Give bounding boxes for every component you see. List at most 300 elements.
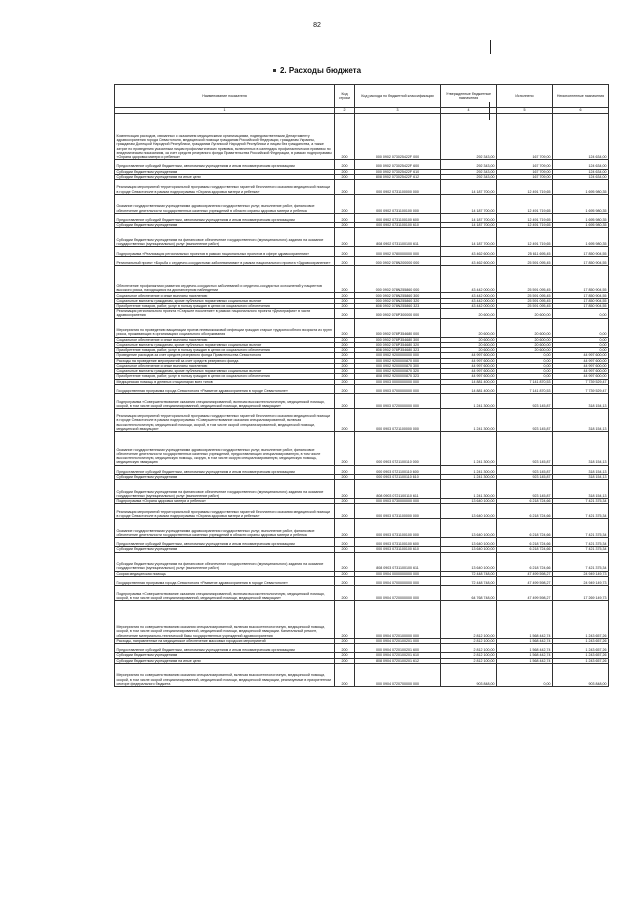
row-line-code: 200 [335, 379, 355, 384]
row-line-code: 200 [335, 499, 355, 504]
row-class-code: 000 0903 0721100110 000 [355, 432, 441, 466]
row-name: Оказание государственными учреждениями здравоохранения государственных услуг, выполнение работ, финансовое обеспечение деятельности государственных казенных учреждений в области охраны здоровья матери и ребенка [115, 519, 335, 538]
row-approved: 2 812 100,00 [441, 658, 497, 663]
row-name: Компенсация расходов, связанных с оказанием медицинскими организациями, подведомственными Департаменту здравоохранения города Севастополя, медицинской помощи гражданам Российской Федерации, гражданам Украины, гражданам Донецкой Народной Республики, гражданам Луганской Народной Республики и лицам без гражданства, а также затрат по проведению указанным лицам профилактических прививок, включенных в календарь профилактических прививок по эпидемическим показаниям, за счет средств резервного фонда Правительства Российской Федерации, в рамках подпрограммы «Охрана здоровья матери и ребенка» [115, 114, 335, 160]
row-approved: 44 997 600,00 [441, 374, 497, 379]
table-row [115, 384, 609, 393]
row-unexecuted: 17 850 904,55 [553, 293, 609, 298]
row-unexecuted: 7 421 375,34 [553, 552, 609, 571]
row-approved: 43 442 000,00 [441, 298, 497, 303]
row-line-code: 200 [335, 480, 355, 499]
row-executed: 6 218 724,66 [497, 547, 553, 552]
row-approved: 72 448 748,00 [441, 576, 497, 585]
row-approved: 292 343,00 [441, 169, 497, 174]
row-unexecuted: 1 243 657,26 [553, 653, 609, 658]
row-class-code: 000 0903 0731100100 610 [355, 547, 441, 552]
row-name: Социальные выплаты гражданам, кроме публичных нормативных социальных выплат [115, 342, 335, 347]
section-title-text: 2. Расходы бюджета [279, 66, 362, 75]
row-line-code: 200 [335, 547, 355, 552]
row-approved: 13 640 100,00 [441, 499, 497, 504]
row-name: Социальные выплаты гражданам, кроме публичных нормативных социальных выплат [115, 298, 335, 303]
row-executed: 6 218 724,66 [497, 552, 553, 571]
row-approved: 43 442 000,00 [441, 293, 497, 298]
row-executed: 12 491 719,65 [497, 194, 553, 213]
row-class-code: 000 0902 9200000870 300 [355, 363, 441, 368]
row-name: Мероприятия по проведению вакцинации против пневмококковой инфекции граждан старше трудоспособного возраста из групп риска, проживающих в организациях социального обслуживания [115, 318, 335, 337]
table-row [115, 266, 609, 293]
table-row [115, 318, 609, 337]
row-line-code: 200 [335, 644, 355, 653]
row-executed: 47 499 598,27 [497, 586, 553, 601]
col-number: 3 [355, 108, 441, 114]
row-executed: 0,00 [497, 369, 553, 374]
row-executed: 25 591 095,45 [497, 303, 553, 308]
col-header-name: Наименование показателя [115, 85, 335, 108]
row-unexecuted: 24 949 149,73 [553, 576, 609, 585]
row-class-code: 000 0902 078P354680 300 [355, 337, 441, 342]
row-line-code: 200 [335, 353, 355, 358]
row-approved: 44 997 600,00 [441, 358, 497, 363]
row-approved: 13 640 100,00 [441, 538, 497, 547]
table-body [115, 114, 609, 687]
row-line-code: 200 [335, 318, 355, 337]
row-approved: 14 187 700,00 [441, 228, 497, 247]
row-unexecuted: 1 695 980,35 [553, 213, 609, 222]
row-name: Субсидии бюджетным учреждениям на финансовое обеспечение государственного (муниципального) задания на оказание государственных (муниципальных) услуг (выполнение работ) [115, 228, 335, 247]
row-unexecuted: 1 243 657,26 [553, 658, 609, 663]
row-name: Расходы, направленные на медицинское обеспечение массовых городских мероприятий [115, 638, 335, 643]
row-unexecuted: 318 154,13 [553, 432, 609, 466]
row-class-code: 000 0902 078N255860 000 [355, 266, 441, 293]
row-executed: 1 568 442,74 [497, 653, 553, 658]
row-executed: 25 591 095,45 [497, 266, 553, 293]
row-line-code: 200 [335, 309, 355, 318]
row-executed: 923 145,87 [497, 432, 553, 466]
row-line-code: 200 [335, 256, 355, 265]
row-name: Приобретение товаров, работ, услуг в пользу граждан в целях их социального обеспечения [115, 348, 335, 353]
row-name: Предоставление субсидий бюджетным, автономным учреждениям и иным некоммерческим организациям [115, 160, 335, 169]
row-line-code: 200 [335, 266, 355, 293]
row-name: Предоставление субсидий бюджетным, автономным учреждениям и иным некоммерческим организациям [115, 538, 335, 547]
row-class-code: 000 0903 0700000000 000 [355, 384, 441, 393]
row-name: Оказание государственными учреждениями здравоохранения государственных услуг, выполнение работ, финансовое обеспечение деятельности государственных казенных учреждений, предоставляющих специализированную, в том числе высокотехнологичную, медицинскую помощь, скорую, в том числе скорую специализированную, медицинскую помощь, медицинскую эвакуацию [115, 432, 335, 466]
row-name: Региональный проект «Борьба с сердечно-сосудистыми заболеваниями» в рамках национального проекта «Здравоохранение» [115, 256, 335, 265]
row-name: Субсидии бюджетным учреждениям на иные цели [115, 174, 335, 179]
row-executed: 20 600,00 [497, 318, 553, 337]
row-line-code: 200 [335, 571, 355, 576]
row-executed: 12 491 719,65 [497, 180, 553, 195]
budget-expenses-table [114, 84, 609, 687]
col-header-unexecuted: Неисполненные назначения [553, 85, 609, 108]
row-executed: 0,00 [497, 358, 553, 363]
row-unexecuted: 7 421 375,34 [553, 547, 609, 552]
row-executed: 6 218 724,66 [497, 519, 553, 538]
row-unexecuted: 124 634,00 [553, 174, 609, 179]
row-unexecuted: 44 997 600,00 [553, 353, 609, 358]
row-class-code: 000 0902 0731100000 000 [355, 180, 441, 195]
row-unexecuted: 17 850 904,55 [553, 298, 609, 303]
row-line-code: 200 [335, 114, 355, 160]
col-header-class-code: Код расхода по бюджетной классификации [355, 85, 441, 108]
table-row [115, 247, 609, 256]
row-name: Субсидии бюджетным учреждениям на иные цели [115, 658, 335, 663]
row-approved: 2 812 100,00 [441, 600, 497, 638]
row-unexecuted: 7 739 529,47 [553, 384, 609, 393]
row-unexecuted: 44 997 600,00 [553, 358, 609, 363]
row-approved: 14 187 700,00 [441, 213, 497, 222]
row-unexecuted: 17 850 904,55 [553, 303, 609, 308]
row-approved: 64 768 748,00 [441, 586, 497, 601]
col-number: 6 [553, 108, 609, 114]
row-class-code: 000 0902 9200000870 320 [355, 369, 441, 374]
row-class-code: 000 0903 0721100110 610 [355, 475, 441, 480]
row-line-code: 200 [335, 223, 355, 228]
table-row [115, 600, 609, 638]
row-approved: 1 241 300,00 [441, 465, 497, 474]
row-unexecuted: 318 154,13 [553, 408, 609, 431]
row-unexecuted: 1 695 980,35 [553, 223, 609, 228]
row-unexecuted: 0,00 [553, 348, 609, 353]
table-row [115, 586, 609, 601]
row-line-code: 200 [335, 432, 355, 466]
col-header-approved: Утвержденные бюджетные назначения [441, 85, 497, 108]
row-executed: 6 218 724,66 [497, 538, 553, 547]
row-unexecuted: 124 634,00 [553, 169, 609, 174]
row-unexecuted: 0,00 [553, 309, 609, 318]
col-number: 1 [115, 108, 335, 114]
row-class-code: 000 0902 0731100100 000 [355, 194, 441, 213]
row-unexecuted: 7 421 375,34 [553, 519, 609, 538]
row-approved: 72 448 748,00 [441, 571, 497, 576]
row-name: Оказание государственными учреждениями здравоохранения государственных услуг, выполнение работ, финансовое обеспечение деятельности государственных казенных учреждений в области охраны здоровья матери и ребенка [115, 194, 335, 213]
row-class-code: 808 0902 078P354680 323 [355, 348, 441, 353]
row-approved: 2 812 100,00 [441, 644, 497, 653]
row-unexecuted: 0,00 [553, 337, 609, 342]
row-unexecuted: 1 695 980,35 [553, 228, 609, 247]
table-row [115, 160, 609, 169]
row-name: Реализация мероприятий территориальной программы государственных гарантий бесплатного оказания медицинской помощи в городе Севастополе в рамках подпрограммы «Охрана здоровья матери и ребенка» [115, 504, 335, 519]
row-unexecuted: 17 850 904,55 [553, 266, 609, 293]
row-name: Предоставление субсидий бюджетным, автономным учреждениям и иным некоммерческим организациям [115, 213, 335, 222]
row-approved: 13 640 100,00 [441, 504, 497, 519]
row-line-code: 200 [335, 504, 355, 519]
row-executed: 1 568 442,74 [497, 600, 553, 638]
table-row [115, 504, 609, 519]
row-unexecuted: 124 634,00 [553, 160, 609, 169]
row-approved: 292 343,00 [441, 160, 497, 169]
row-line-code: 200 [335, 394, 355, 409]
row-unexecuted: 17 850 904,55 [553, 256, 609, 265]
row-approved: 43 442 000,00 [441, 303, 497, 308]
table-row [115, 465, 609, 474]
row-approved: 14 881 400,00 [441, 384, 497, 393]
row-executed: 923 145,87 [497, 408, 553, 431]
row-class-code: 000 0902 073025422F 000 [355, 114, 441, 160]
row-approved: 903 848,00 [441, 663, 497, 686]
row-approved: 43 462 600,00 [441, 256, 497, 265]
row-line-code: 200 [335, 552, 355, 571]
row-name: Предоставление субсидий бюджетным, автономным учреждениям и иным некоммерческим организациям [115, 465, 335, 474]
row-name: Субсидии бюджетным учреждениям [115, 223, 335, 228]
row-line-code: 200 [335, 638, 355, 643]
row-class-code: 808 0902 0731100100 611 [355, 228, 441, 247]
row-unexecuted: 7 421 375,34 [553, 499, 609, 504]
row-line-code: 200 [335, 374, 355, 379]
row-class-code: 000 0902 078N255860 320 [355, 298, 441, 303]
table-row [115, 552, 609, 571]
row-name: Проведение расходов за счет средств резервного фонда Правительства Севастополя [115, 353, 335, 358]
row-approved: 13 640 100,00 [441, 547, 497, 552]
row-line-code: 200 [335, 213, 355, 222]
row-class-code: 000 0902 9200000000 000 [355, 353, 441, 358]
row-class-code: 000 0902 073025422F 600 [355, 160, 441, 169]
row-executed: 20 600,00 [497, 309, 553, 318]
row-executed: 167 709,00 [497, 160, 553, 169]
table-row [115, 519, 609, 538]
row-approved: 43 442 000,00 [441, 266, 497, 293]
row-class-code: 000 0902 9200000870 000 [355, 358, 441, 363]
row-class-code: 000 0903 0721100110 600 [355, 465, 441, 474]
row-class-code: 000 0904 0700000000 000 [355, 576, 441, 585]
row-executed: 167 709,00 [497, 114, 553, 160]
row-unexecuted: 0,00 [553, 342, 609, 347]
row-class-code: 000 0903 0720000000 000 [355, 394, 441, 409]
table-row [115, 180, 609, 195]
row-executed: 1 568 442,74 [497, 658, 553, 663]
table-row [115, 394, 609, 409]
row-class-code: 000 0902 0731100100 610 [355, 223, 441, 228]
row-unexecuted: 17 850 904,55 [553, 247, 609, 256]
row-approved: 13 640 100,00 [441, 552, 497, 571]
row-executed: 20 600,00 [497, 348, 553, 353]
col-header-line-code: Код строки [335, 85, 355, 108]
bullet-mark [273, 69, 276, 72]
row-name: Мероприятия по совершенствованию оказания специализированной, включая высокотехнологичную, медицинской помощи, скорой, в том числе скорой специализированной, медицинской помощи, медицинской эвакуации, реализуемые в приоритетном секторе федерального бюджета [115, 663, 335, 686]
row-line-code: 200 [335, 337, 355, 342]
row-executed: 0,00 [497, 374, 553, 379]
row-class-code: 808 0903 0721100110 611 [355, 480, 441, 499]
table-row [115, 309, 609, 318]
row-approved: 1 241 300,00 [441, 475, 497, 480]
row-name: Социальное обеспечение и иные выплаты населению [115, 293, 335, 298]
row-class-code: 000 0902 078N255860 300 [355, 293, 441, 298]
table-row [115, 576, 609, 585]
row-name: Субсидии бюджетным учреждениям [115, 169, 335, 174]
page-number: 82 [313, 22, 321, 29]
row-name: Социальное обеспечение и иные выплаты населению [115, 337, 335, 342]
row-class-code: 000 0904 0720700000 000 [355, 663, 441, 686]
row-unexecuted: 44 997 600,00 [553, 363, 609, 368]
row-name: Реализация мероприятий территориальной программы государственных гарантий бесплатного оказания медицинской помощи в городе Севастополе в рамках подпрограммы «Совершенствование оказания специализированной, включая высокотехнологичную, медицинской помощи, скорой, в том числе скорой специализированной, медицинской помощи, медицинской эвакуации» [115, 408, 335, 431]
row-class-code: 808 0903 0731100100 611 [355, 552, 441, 571]
row-approved: 14 881 400,00 [441, 379, 497, 384]
col-header-executed: Исполнено [497, 85, 553, 108]
row-line-code: 200 [335, 519, 355, 538]
row-executed: 7 141 870,53 [497, 384, 553, 393]
row-line-code: 200 [335, 658, 355, 663]
row-approved: 2 812 100,00 [441, 638, 497, 643]
row-name: Социальное обеспечение и иные выплаты населению [115, 363, 335, 368]
row-line-code: 200 [335, 358, 355, 363]
row-name: Подпрограмма «Совершенствование оказания специализированной, включая высокотехнологичную, медицинской помощи, скорой, в том числе скорой специализированной, медицинской помощи, медицинской эвакуации» [115, 586, 335, 601]
row-unexecuted: 44 997 600,00 [553, 369, 609, 374]
row-approved: 1 241 300,00 [441, 480, 497, 499]
row-class-code: 000 0902 0731100100 600 [355, 213, 441, 222]
row-executed: 47 499 598,27 [497, 571, 553, 576]
row-name: Подпрограмма «Охрана здоровья матери и ребенка» [115, 499, 335, 504]
row-name: Социальные выплаты гражданам, кроме публичных нормативных социальных выплат [115, 369, 335, 374]
table-row [115, 538, 609, 547]
row-line-code: 200 [335, 160, 355, 169]
row-line-code: 200 [335, 303, 355, 308]
row-line-code: 200 [335, 180, 355, 195]
table-row [115, 228, 609, 247]
row-class-code: 000 0904 0720100201 610 [355, 653, 441, 658]
row-approved: 43 462 600,00 [441, 247, 497, 256]
row-approved: 2 812 100,00 [441, 653, 497, 658]
row-approved: 292 343,00 [441, 114, 497, 160]
row-class-code: 000 0903 0000000000 000 [355, 379, 441, 384]
row-line-code: 200 [335, 576, 355, 585]
table-row [115, 480, 609, 499]
row-executed: 47 499 598,27 [497, 576, 553, 585]
row-name: Реализация регионального проекта «Старшее поколение» в рамках национального проекта «Демография» в части здравоохранения [115, 309, 335, 318]
row-class-code: 808 0902 073025422F 612 [355, 174, 441, 179]
row-approved: 14 187 700,00 [441, 180, 497, 195]
table-row [115, 114, 609, 160]
row-line-code: 200 [335, 586, 355, 601]
row-executed: 923 145,87 [497, 480, 553, 499]
row-class-code: 000 0903 0731100100 600 [355, 538, 441, 547]
row-executed: 25 611 695,45 [497, 247, 553, 256]
row-line-code: 200 [335, 653, 355, 658]
row-class-code: 000 0904 0720100000 000 [355, 600, 441, 638]
row-unexecuted: 318 154,13 [553, 480, 609, 499]
row-line-code: 200 [335, 663, 355, 686]
row-line-code: 200 [335, 228, 355, 247]
row-executed: 25 591 095,45 [497, 298, 553, 303]
row-class-code: 808 0902 078N255860 323 [355, 303, 441, 308]
row-line-code: 200 [335, 408, 355, 431]
row-unexecuted: 17 269 149,73 [553, 586, 609, 601]
row-executed: 12 491 719,65 [497, 213, 553, 222]
row-unexecuted: 1 243 657,26 [553, 644, 609, 653]
row-executed: 25 591 095,45 [497, 256, 553, 265]
row-approved: 44 997 600,00 [441, 363, 497, 368]
row-name: Приобретение товаров, работ, услуг в пользу граждан в целях их социального обеспечения [115, 303, 335, 308]
col-number: 2 [335, 108, 355, 114]
row-line-code: 200 [335, 174, 355, 179]
row-executed: 0,00 [497, 353, 553, 358]
row-class-code: 000 0902 0780000000 000 [355, 247, 441, 256]
row-name: Государственная программа города Севастополя «Развитие здравоохранения в городе Севастополе» [115, 384, 335, 393]
row-class-code: 808 0902 9200000870 323 [355, 374, 441, 379]
row-approved: 20 600,00 [441, 337, 497, 342]
row-line-code: 200 [335, 475, 355, 480]
row-approved: 13 640 100,00 [441, 519, 497, 538]
row-approved: 44 997 600,00 [441, 353, 497, 358]
row-name: Субсидии бюджетным учреждениям [115, 547, 335, 552]
section-title [0, 66, 634, 75]
row-executed: 1 568 442,74 [497, 644, 553, 653]
row-line-code: 200 [335, 247, 355, 256]
table-row [115, 408, 609, 431]
row-executed: 12 491 719,65 [497, 228, 553, 247]
row-unexecuted: 44 997 600,00 [553, 374, 609, 379]
row-class-code: 000 0904 0720000000 000 [355, 586, 441, 601]
row-name: Предоставление субсидий бюджетным, автономным учреждениям и иным некоммерческим организациям [115, 644, 335, 653]
row-executed: 167 709,00 [497, 174, 553, 179]
row-executed: 0,00 [497, 663, 553, 686]
row-executed: 20 600,00 [497, 337, 553, 342]
row-class-code: 000 0902 078N200000 000 [355, 256, 441, 265]
table-row [115, 432, 609, 466]
row-line-code: 200 [335, 600, 355, 638]
row-name: Мероприятия по совершенствованию оказания специализированной, включая высокотехнологичную, медицинской помощи, скорой, в том числе скорой специализированной, медицинской помощи, медицинской эвакуации. Капитальный ремонт, обеспечение материально-технической базы государственных учреждений здравоохранения [115, 600, 335, 638]
row-unexecuted: 7 421 375,34 [553, 504, 609, 519]
row-unexecuted: 1 243 657,26 [553, 600, 609, 638]
row-name: Субсидии бюджетным учреждениям [115, 475, 335, 480]
row-name: Реализация мероприятий территориальной программы государственных гарантий бесплатного оказания медицинской помощи в городе Севастополе в рамках подпрограммы «Охрана здоровья матери и ребенка» [115, 180, 335, 195]
row-unexecuted: 318 154,13 [553, 394, 609, 409]
row-executed: 6 218 724,66 [497, 499, 553, 504]
table-row [115, 213, 609, 222]
row-class-code: 000 0902 078P354680 320 [355, 342, 441, 347]
row-line-code: 200 [335, 194, 355, 213]
row-approved: 44 997 600,00 [441, 369, 497, 374]
row-class-code: 000 0904 0720100201 000 [355, 638, 441, 643]
table-row [115, 256, 609, 265]
row-executed: 20 600,00 [497, 342, 553, 347]
row-name: Медицинская помощь в дневных стационарах всех типов [115, 379, 335, 384]
table-row [115, 663, 609, 686]
row-class-code: 000 0904 0000000000 000 [355, 571, 441, 576]
row-class-code: 000 0902 078P354680 000 [355, 318, 441, 337]
row-class-code: 000 0902 073025422F 610 [355, 169, 441, 174]
row-line-code: 200 [335, 342, 355, 347]
row-name: Обеспечение профилактики развития сердечно-сосудистых заболеваний и сердечно-сосудистых осложнений у пациентов высокого риска, находящихся на диспансерном наблюдении [115, 266, 335, 293]
row-approved: 14 187 700,00 [441, 223, 497, 228]
row-name: Субсидии бюджетным учреждениям [115, 653, 335, 658]
row-line-code: 200 [335, 293, 355, 298]
row-line-code: 200 [335, 369, 355, 374]
row-unexecuted: 1 695 980,35 [553, 180, 609, 195]
row-executed: 7 141 870,53 [497, 379, 553, 384]
row-approved: 20 600,00 [441, 309, 497, 318]
row-executed: 923 145,87 [497, 475, 553, 480]
row-name: Субсидии бюджетным учреждениям на финансовое обеспечение государственного (муниципального) задания на оказание государственных (муниципальных) услуг (выполнение работ) [115, 552, 335, 571]
row-class-code: 000 0903 0731100100 000 [355, 519, 441, 538]
row-executed: 923 145,87 [497, 465, 553, 474]
row-executed: 1 568 442,74 [497, 638, 553, 643]
row-name: Подпрограмма «Совершенствование оказания специализированной, включая высокотехнологичную, медицинской помощи, скорой, в том числе скорой специализированной, медицинской помощи, медицинской эвакуации» [115, 394, 335, 409]
row-approved: 1 241 300,00 [441, 408, 497, 431]
row-approved: 292 343,00 [441, 174, 497, 179]
row-approved: 1 241 300,00 [441, 394, 497, 409]
row-line-code: 200 [335, 538, 355, 547]
row-unexecuted: 1 695 980,35 [553, 194, 609, 213]
row-unexecuted: 0,00 [553, 318, 609, 337]
row-unexecuted: 7 421 375,34 [553, 538, 609, 547]
row-approved: 20 600,00 [441, 348, 497, 353]
row-approved: 14 187 700,00 [441, 194, 497, 213]
row-unexecuted: 903 848,00 [553, 663, 609, 686]
row-class-code: 000 0902 078P300000 000 [355, 309, 441, 318]
row-class-code: 808 0904 0720100201 612 [355, 658, 441, 663]
row-name: Приобретение товаров, работ, услуг в пользу граждан в целях их социального обеспечения [115, 374, 335, 379]
row-unexecuted: 7 739 529,47 [553, 379, 609, 384]
row-class-code: 000 0903 0730000000 000 [355, 499, 441, 504]
